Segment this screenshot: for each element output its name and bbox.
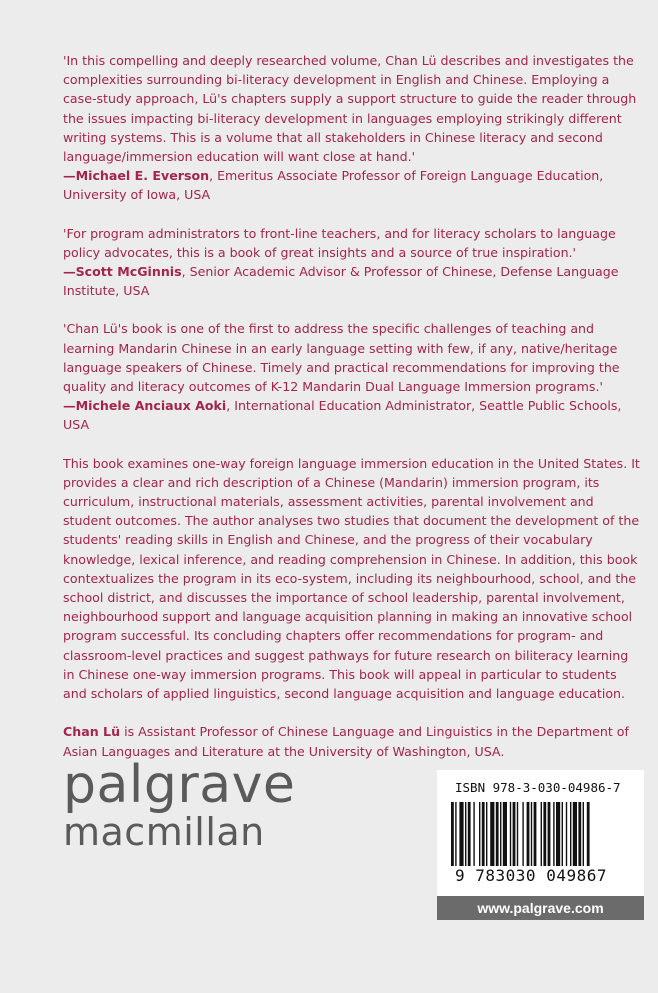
barcode-bar <box>541 802 542 866</box>
barcode-bar <box>465 802 466 866</box>
endorsement-2 <box>63 224 643 301</box>
barcode-bar <box>486 802 487 866</box>
endorser-affiliation: , International Education Administrator, Seattle Public Schools, USA <box>63 398 622 433</box>
publisher-logo-line1: palgrave <box>63 755 296 815</box>
endorsement-quote: 'For program administrators to front-line teachers, and for literacy scholars to language policy advocates, this is a book of great insights and a source of true inspiration.' <box>63 225 616 260</box>
endorsement-quote: 'Chan Lü's book is one of the first to address the specific challenges of teaching and learning Mandarin Chinese in an early language setting with few, if any, native/heritage language speakers of Chinese. Timely and practical recommendations for improving the quality and literacy outcomes of K-12 Mandarin Dual Language Immersion programs.' <box>63 321 620 395</box>
publisher-website: www.palgrave.com <box>437 896 644 920</box>
endorsement-1 <box>63 51 643 205</box>
author-bio-text: is Assistant Professor of Chinese Language and Linguistics in the Department of Asian Languages and Literature at the University of Washington, USA. <box>63 724 629 759</box>
barcode-bar <box>468 802 471 866</box>
barcode-bar <box>553 802 554 866</box>
publisher-logo <box>63 755 296 854</box>
endorsement-attribution <box>63 262 643 300</box>
barcode-bar <box>473 802 474 866</box>
barcode-bar <box>583 802 584 866</box>
barcode-bar <box>482 802 485 866</box>
barcode-bar <box>534 802 537 866</box>
barcode-bar <box>490 802 494 866</box>
publisher-logo-line2: macmillan <box>63 810 265 854</box>
barcode-bar <box>562 802 563 866</box>
barcode-bar <box>455 802 456 866</box>
barcode-bar <box>517 802 518 866</box>
barcode-bar <box>459 802 463 866</box>
endorser-name: —Michael E. Everson <box>63 168 210 184</box>
endorser-affiliation: , Senior Academic Advisor & Professor of Chinese, Defense Language Institute, USA <box>63 264 619 299</box>
endorser-name: —Scott McGinnis <box>63 264 182 280</box>
endorsement-attribution <box>63 166 643 204</box>
book-description: This book examines one-way foreign language immersion education in the United States. It provides a clear and rich description of a Chinese (Mandarin) immersion program, its curriculum, instructional materials, assessment activities, parental involvement and student outcomes. The author analyses two studies that document the development of the students' reading skills in English and Chinese, and the progress of their vocabulary knowledge, lexical inference, and reading comprehension in Chinese. In addition, this book contextualizes the program in its eco-system, including its neighbourhood, school, and the school district, and discusses the importance of school leadership, parental involvement, neighbourhood support and language acquisition planning in making an innovative school program successful. Its concluding chapters offer recommendations for program- and classroom-level practices and suggest pathways for future research on biliteracy learning in Chinese one-way immersion programs. This book will appeal in particular to students and scholars of applied linguistics, second language acquisition and language education. <box>63 455 640 702</box>
barcode-bar <box>451 802 454 866</box>
endorser-affiliation: , Emeritus Associate Professor of Foreign Language Education, University of Iowa, USA <box>63 168 604 203</box>
barcode-bar <box>527 802 530 866</box>
barcode-bar <box>543 802 546 866</box>
barcode-bar <box>479 802 480 866</box>
endorser-name: —Michele Anciaux Aoki <box>63 398 227 414</box>
barcode-bar <box>496 802 499 866</box>
barcode-bar <box>570 802 571 866</box>
barcode-bar <box>566 802 567 866</box>
back-cover-text <box>63 51 643 780</box>
endorsement-attribution <box>63 396 643 434</box>
barcode-bar <box>556 802 560 866</box>
endorsement-quote: 'In this compelling and deeply researched volume, Chan Lü describes and investigates the complexities surrounding bi-literacy development in English and Chinese. Employing a case-study approach, Lü's chapters supply a support structure to guide the reader through the issues impacting bi-literacy development in languages employing strikingly different writing systems. This is a volume that all stakeholders in Chinese literacy and second language/immersion education will want close at hand.' <box>63 53 637 165</box>
barcode-bar <box>573 802 577 866</box>
barcode-bar <box>531 802 532 866</box>
barcode-bar <box>513 802 516 866</box>
barcode-bars <box>451 802 631 866</box>
isbn-label: ISBN 978-3-030-04986-7 <box>455 780 621 795</box>
barcode-bar <box>578 802 581 866</box>
barcode-bar <box>548 802 551 866</box>
author-name: Chan Lü <box>63 724 121 740</box>
barcode-digits: 9 783030 049867 <box>455 866 607 885</box>
barcode-bar <box>510 802 511 866</box>
isbn-barcode <box>437 770 644 896</box>
barcode-bar <box>522 802 523 866</box>
endorsement-3 <box>63 319 643 434</box>
barcode-bar <box>500 802 501 866</box>
barcode-bar <box>587 802 590 866</box>
barcode-bar <box>503 802 507 866</box>
